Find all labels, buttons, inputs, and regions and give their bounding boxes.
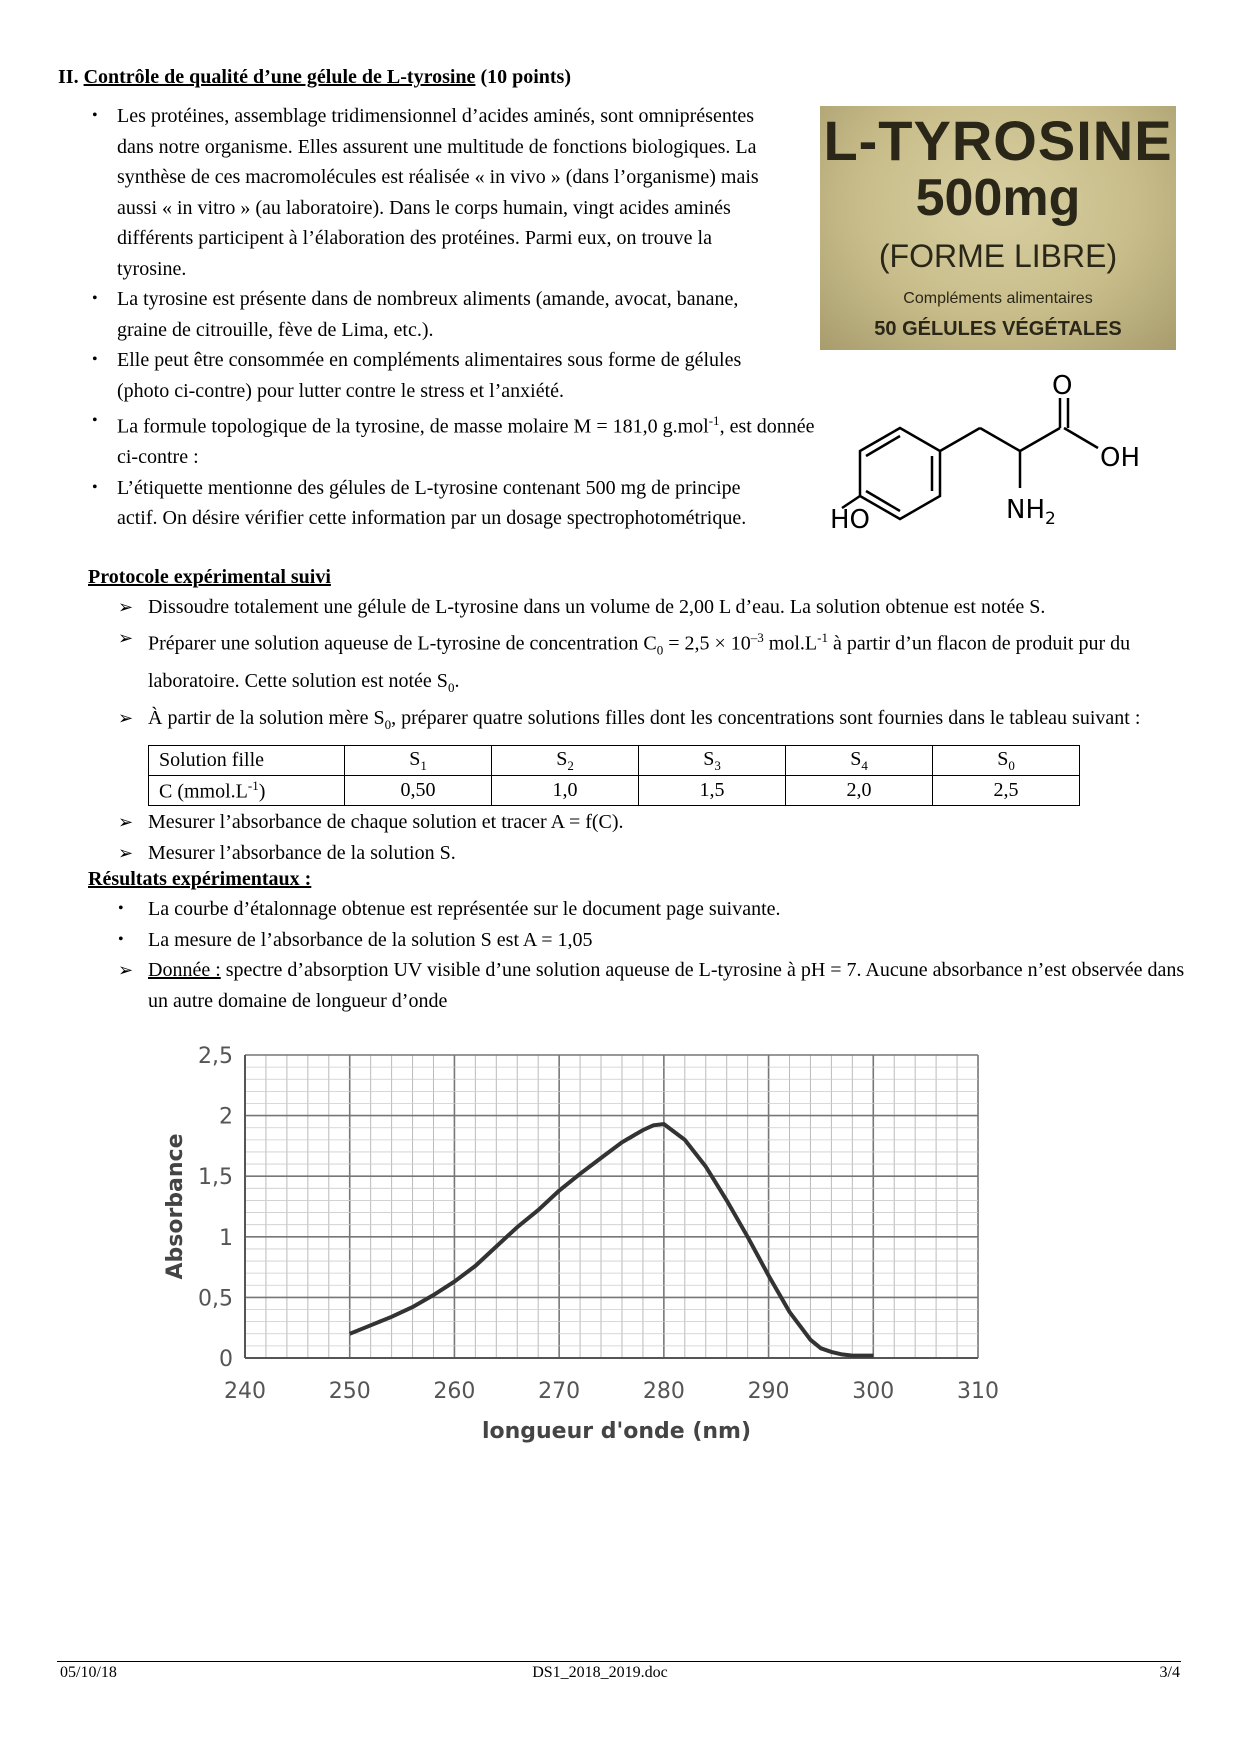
table-cell: 1,0: [492, 776, 639, 806]
table-row: [149, 776, 1080, 806]
tyrosine-structure: [830, 368, 1190, 538]
intro-section: [58, 101, 818, 534]
x-tick-label: 250: [328, 1379, 371, 1404]
footer-page-number: 3/4: [1159, 1664, 1180, 1681]
amine-label: $NH_2$: [1006, 495, 1056, 529]
x-tick-label: 300: [852, 1379, 895, 1404]
table-cell: $S_4$: [786, 746, 933, 776]
supplement-bottle-photo: L-TYROSINE 500mg (FORME LIBRE) Compléments alimentaires 50 GÉLULES VÉGÉTALES: [820, 106, 1176, 350]
table-row: [149, 746, 1080, 776]
footer-filename: DS1_2018_2019.doc: [532, 1664, 668, 1681]
intro-bullet: • L’étiquette mentionne des gélules de L-tyrosine contenant 500 mg de principe actif. On désire vérifier cette information par un dosage spectrophotométrique.: [58, 473, 777, 534]
protocol-heading: Protocole expérimental suivi: [88, 566, 331, 588]
x-tick-label: 310: [957, 1379, 999, 1404]
data-note: ➢ Donnée : spectre d’absorption UV visible d’une solution aqueuse de L-tyrosine à pH = 7. Aucune absorbance n’est observée dans un autre domaine de longueur d’onde: [88, 955, 1198, 1016]
protocol-steps: [88, 592, 1208, 741]
intro-bullet: • La tyrosine est présente dans de nombreux aliments (amande, avocat, banane, graine de citrouille, fève de Lima, etc.).: [58, 284, 777, 345]
protocol-steps-continued: [88, 807, 1208, 868]
y-tick-label: 2,5: [198, 1044, 233, 1069]
table-cell: $S_0$: [933, 746, 1080, 776]
table-cell: $S_2$: [492, 746, 639, 776]
y-axis-label: Absorbance: [163, 1133, 188, 1280]
results-section: [88, 894, 1198, 1016]
chart-axes: [245, 1055, 978, 1358]
protocol-step: ➢ Mesurer l’absorbance de chaque solution et tracer A = f(C).: [88, 807, 1208, 838]
y-tick-label: 1,5: [198, 1165, 233, 1191]
table-header-cell: C $(mmol.L^{-1})$: [149, 776, 345, 806]
hydroxyl-label: OH: [1100, 443, 1141, 473]
protocol-step: ➢ Mesurer l’absorbance de la solution S.: [88, 838, 1208, 869]
table-cell: $S_1$: [345, 746, 492, 776]
intro-bullet: • Elle peut être consommée en compléments alimentaires sous forme de gélules (photo ci-contre) pour lutter contre le stress et l’anxiété.: [58, 345, 777, 406]
y-tick-label: 1: [219, 1225, 233, 1251]
chart-ticks: [198, 1044, 999, 1404]
table-cell: 2,0: [786, 776, 933, 806]
protocol-step: ➢ À partir de la solution mère $S_0$, préparer quatre solutions filles dont les concentrations sont fournies dans le tableau suivant :: [88, 703, 1208, 741]
y-tick-label: 0: [219, 1347, 233, 1372]
phenol-label: HO: [830, 505, 871, 535]
x-tick-label: 280: [642, 1379, 685, 1404]
table-cell: 0,50: [345, 776, 492, 806]
x-tick-label: 270: [538, 1379, 581, 1404]
x-tick-label: 290: [747, 1379, 790, 1404]
spectrum-curve: [350, 1124, 874, 1356]
chart-grid: [245, 1055, 978, 1358]
footer-divider: [57, 1661, 1181, 1662]
y-tick-label: 0,5: [198, 1286, 233, 1312]
table-header-cell: Solution fille: [149, 746, 345, 776]
x-tick-label: 260: [433, 1379, 476, 1404]
footer-date: 05/10/18: [60, 1664, 117, 1681]
table-cell: 2,5: [933, 776, 1080, 806]
table-cell: 1,5: [639, 776, 786, 806]
results-heading: Résultats expérimentaux :: [88, 868, 312, 890]
table-cell: $S_3$: [639, 746, 786, 776]
absorption-spectrum-chart: [150, 1035, 1010, 1455]
exercise-title: II. Contrôle de qualité d’une gélule de L-tyrosine (10 points): [58, 66, 572, 88]
results-bullet: • La mesure de l’absorbance de la solution S est A = 1,05: [88, 925, 1198, 956]
formula-bullet: • La formule topologique de la tyrosine, de masse molaire M = 181,0 g.mol$^{-1}$, est donnée ci-contre :: [58, 406, 817, 473]
intro-bullet: • Les protéines, assemblage tridimensionnel d’acides aminés, sont omniprésentes dans notre organisme. Elles assurent une multitude de fonctions biologiques. La synthèse de ces macromolécules est réalisée « in vivo » (dans l’organisme) mais aussi « in vitro » (au laboratoire). Dans le corps humain, vingt acides aminés différents participent à l’élaboration des protéines. Parmi eux, on trouve la tyrosine.: [58, 101, 777, 284]
results-bullet: • La courbe d’étalonnage obtenue est représentée sur le document page suivante.: [88, 894, 1198, 925]
protocol-step: ➢ Dissoudre totalement une gélule de L-tyrosine dans un volume de 2,00 L d’eau. La solution obtenue est notée S.: [88, 592, 1208, 623]
oxygen-label: O: [1052, 371, 1073, 401]
protocol-step: ➢ Préparer une solution aqueuse de L-tyrosine de concentration $C_0 = 2,5 \times 10^{-3}$ $mol.L^{-1}$ à partir d’un flacon de produit pur du laboratoire. Cette solution est notée $S_0$.: [88, 623, 1208, 704]
x-axis-label: longueur d'onde (nm): [481, 1419, 752, 1444]
x-tick-label: 240: [224, 1379, 266, 1404]
y-tick-label: 2: [219, 1104, 233, 1130]
dilution-table: [148, 745, 1080, 806]
